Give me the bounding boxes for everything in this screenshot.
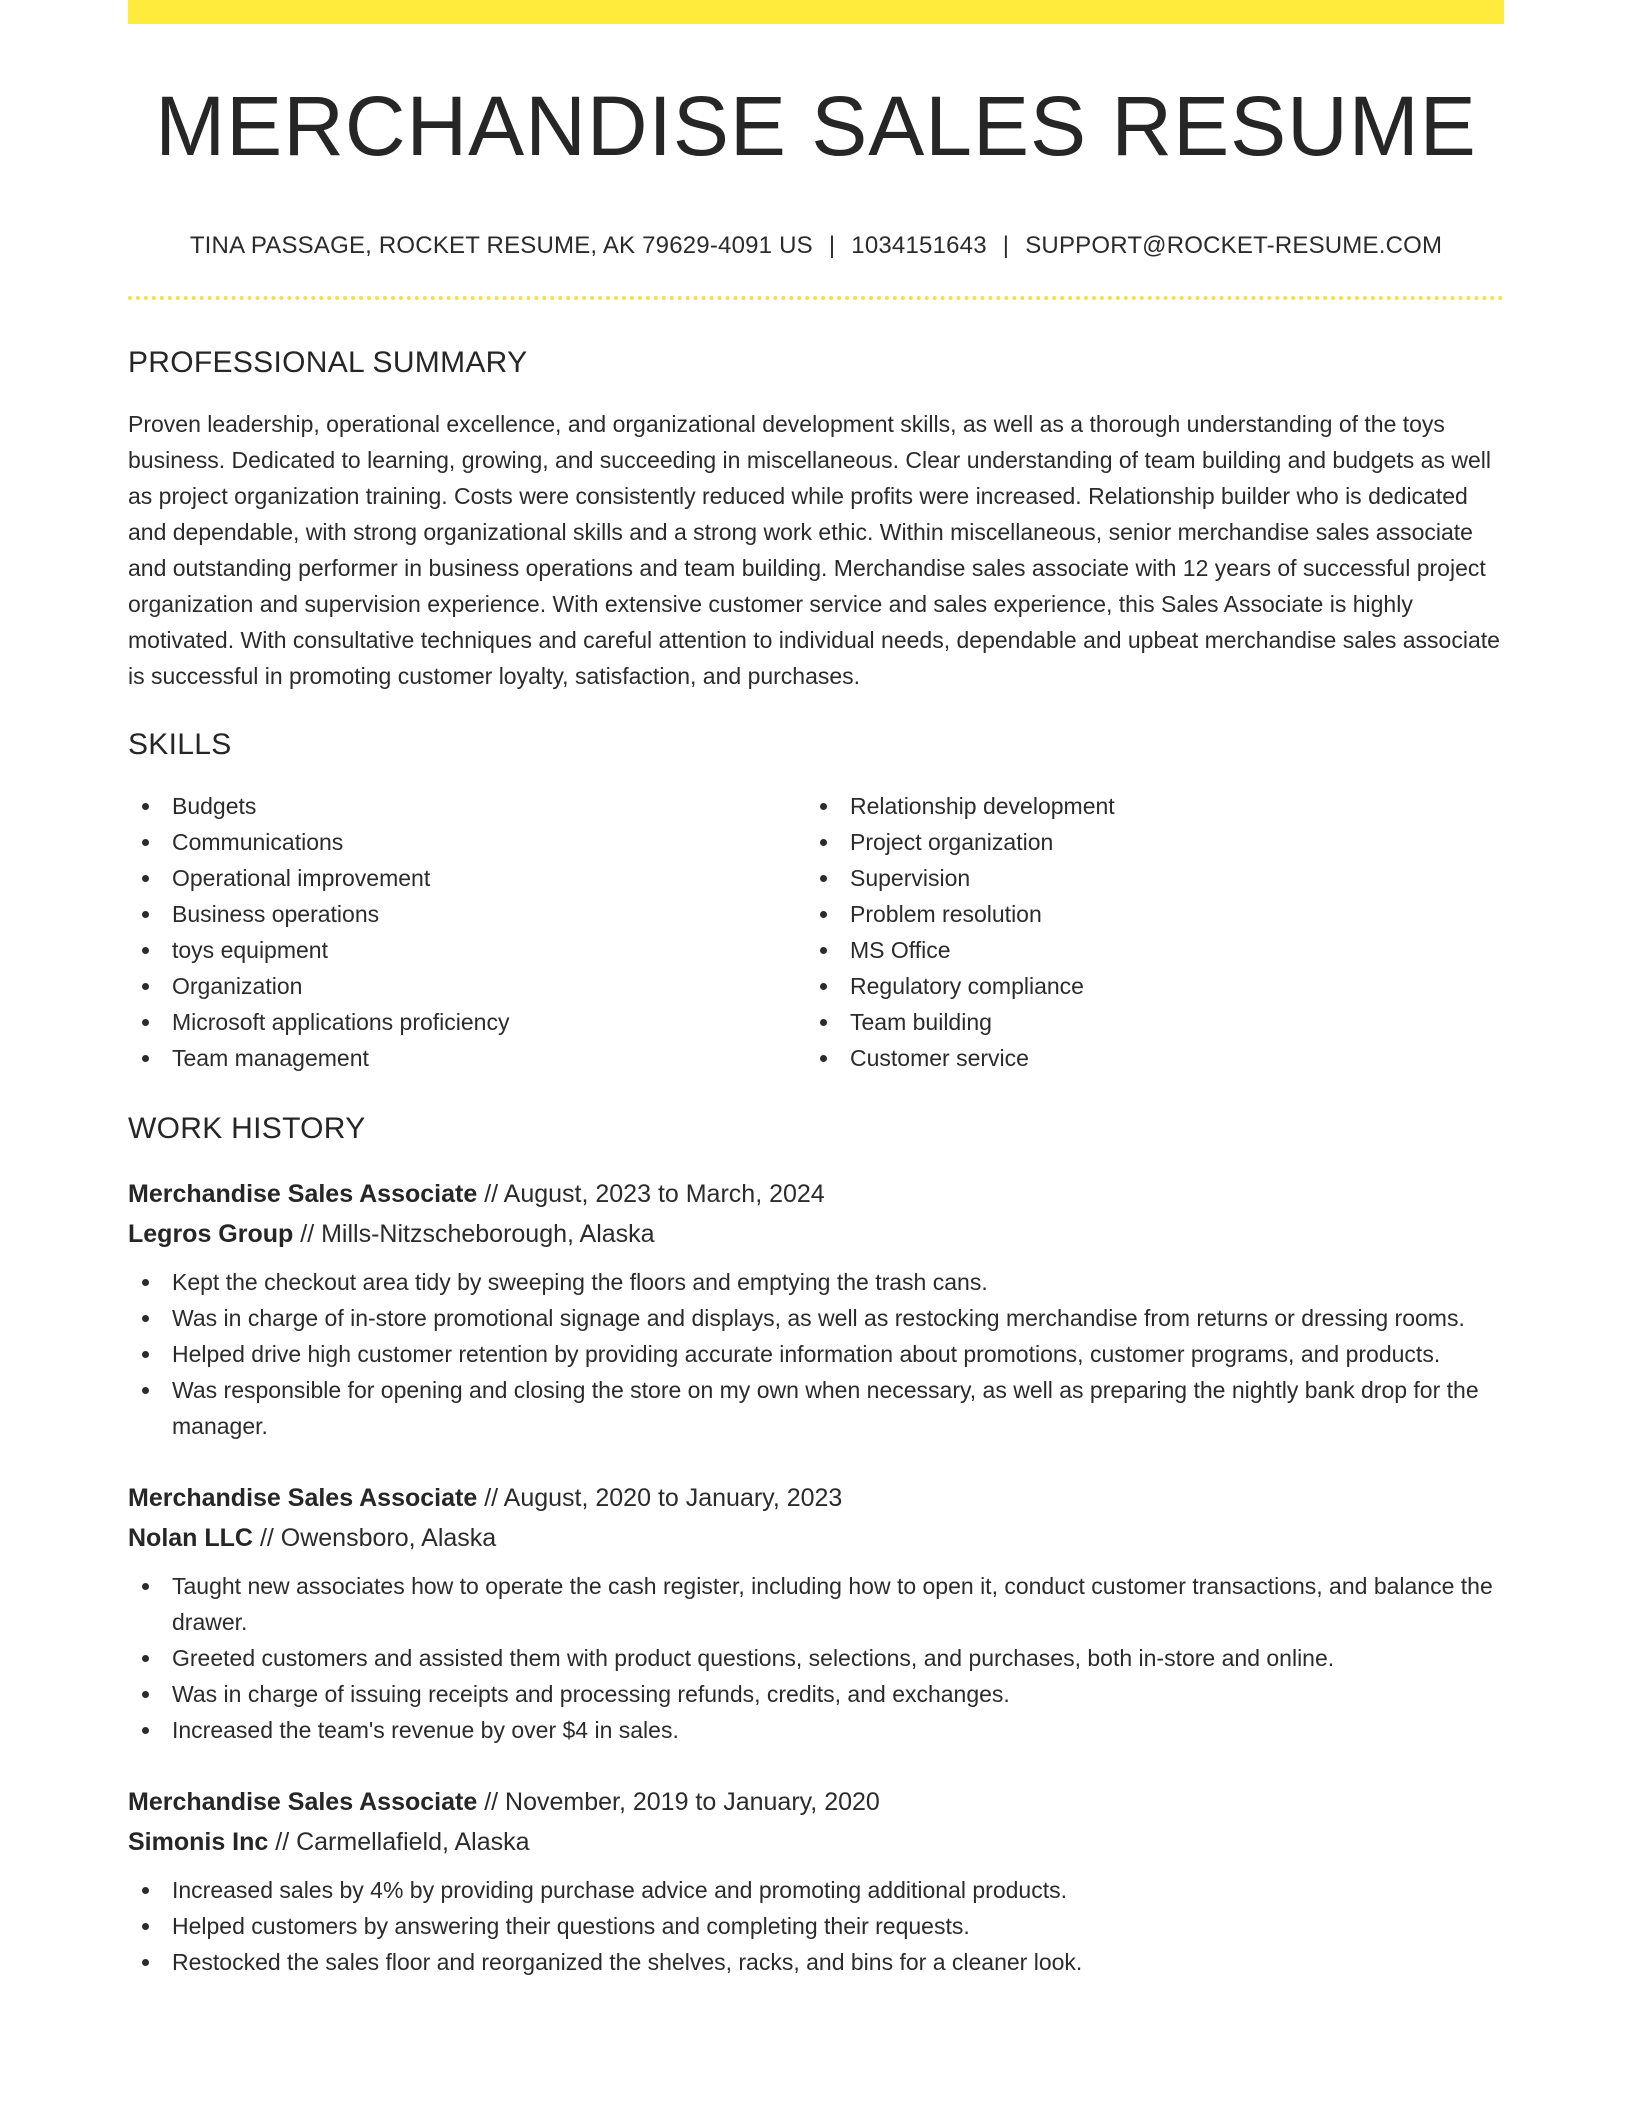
skills-heading: SKILLS bbox=[128, 728, 232, 761]
duty-item: Helped customers by answering their questions and completing their requests. bbox=[128, 1908, 1504, 1944]
job-duties bbox=[128, 1872, 1504, 1980]
skill-item: toys equipment bbox=[128, 932, 806, 968]
job-entry bbox=[128, 1478, 1504, 1748]
contact-email: SUPPORT@ROCKET-RESUME.COM bbox=[1025, 232, 1443, 259]
job-company: Legros Group bbox=[128, 1220, 294, 1248]
job-dates: // August, 2020 to January, 2023 bbox=[477, 1484, 843, 1512]
job-title: Merchandise Sales Associate bbox=[128, 1180, 478, 1208]
job-title-line bbox=[128, 1174, 1504, 1214]
duty-item: Was in charge of issuing receipts and processing refunds, credits, and exchanges. bbox=[128, 1676, 1504, 1712]
job-entry bbox=[128, 1174, 1504, 1444]
summary-text: Proven leadership, operational excellence, and organizational development skills, as well as a thorough understanding of the toys business. Dedicated to learning, growing, and succeeding in miscellaneous. Clear understanding of team building and budgets as well as project organization training. Costs were consistently reduced while profits were increased. Relationship builder who is dedicated and dependable, with strong organizational skills and a strong work ethic. Within miscellaneous, senior merchandise sales associate and outstanding performer in business operations and team building. Merchandise sales associate with 12 years of successful project organization and supervision experience. With extensive customer service and sales experience, this Sales Associate is highly motivated. With consultative techniques and careful attention to individual needs, dependable and upbeat merchandise sales associate is successful in promoting customer loyalty, satisfaction, and purchases. bbox=[128, 411, 1500, 689]
duty-item: Was in charge of in-store promotional signage and displays, as well as restocking merchandise from returns or dressing rooms. bbox=[128, 1300, 1504, 1336]
dotted-divider bbox=[128, 296, 1504, 300]
contact-line bbox=[128, 234, 1504, 258]
skill-item: Budgets bbox=[128, 788, 806, 824]
job-dates: // November, 2019 to January, 2020 bbox=[477, 1788, 880, 1816]
skill-item: Operational improvement bbox=[128, 860, 806, 896]
skill-item: Relationship development bbox=[806, 788, 1484, 824]
duty-item: Increased the team's revenue by over $4 in sales. bbox=[128, 1712, 1504, 1748]
job-location: // Carmellafield, Alaska bbox=[268, 1828, 530, 1856]
skills-column-right bbox=[806, 788, 1484, 1076]
job-title: Merchandise Sales Associate bbox=[128, 1484, 478, 1512]
skill-item: Customer service bbox=[806, 1040, 1484, 1076]
skill-item: Problem resolution bbox=[806, 896, 1484, 932]
skill-item: Organization bbox=[128, 968, 806, 1004]
resume-page bbox=[128, 0, 1504, 1980]
duty-item: Helped drive high customer retention by providing accurate information about promotions, customer programs, and products. bbox=[128, 1336, 1504, 1372]
skill-item: MS Office bbox=[806, 932, 1484, 968]
skill-item: Regulatory compliance bbox=[806, 968, 1484, 1004]
duty-item: Restocked the sales floor and reorganized the shelves, racks, and bins for a cleaner look. bbox=[128, 1944, 1504, 1980]
duty-item: Was responsible for opening and closing the store on my own when necessary, as well as preparing the nightly bank drop for the manager. bbox=[128, 1372, 1504, 1444]
resume-title: MERCHANDISE SALES RESUME bbox=[155, 79, 1477, 173]
summary-heading: PROFESSIONAL SUMMARY bbox=[128, 346, 528, 379]
job-dates: // August, 2023 to March, 2024 bbox=[477, 1180, 825, 1208]
job-company-line bbox=[128, 1214, 1504, 1254]
job-company: Nolan LLC bbox=[128, 1524, 253, 1552]
contact-separator: | bbox=[1002, 232, 1010, 259]
job-location: // Mills-Nitzscheborough, Alaska bbox=[293, 1220, 655, 1248]
job-duties bbox=[128, 1568, 1504, 1748]
skill-item: Communications bbox=[128, 824, 806, 860]
job-company: Simonis Inc bbox=[128, 1828, 269, 1856]
accent-bar bbox=[128, 0, 1504, 24]
skills-list bbox=[128, 788, 1504, 1076]
job-duties bbox=[128, 1264, 1504, 1444]
skill-item: Project organization bbox=[806, 824, 1484, 860]
job-title-line bbox=[128, 1782, 1504, 1822]
job-company-line bbox=[128, 1518, 1504, 1558]
skills-column-left bbox=[128, 788, 806, 1076]
job-entry bbox=[128, 1782, 1504, 1980]
contact-phone: 1034151643 bbox=[851, 232, 987, 259]
job-title-line bbox=[128, 1478, 1504, 1518]
duty-item: Kept the checkout area tidy by sweeping the floors and emptying the trash cans. bbox=[128, 1264, 1504, 1300]
contact-address: TINA PASSAGE, ROCKET RESUME, AK 79629-4091 US bbox=[189, 232, 813, 259]
job-company-line bbox=[128, 1822, 1504, 1862]
skill-item: Team management bbox=[128, 1040, 806, 1076]
contact-separator: | bbox=[828, 232, 836, 259]
duty-item: Increased sales by 4% by providing purchase advice and promoting additional products. bbox=[128, 1872, 1504, 1908]
skill-item: Business operations bbox=[128, 896, 806, 932]
duty-item: Greeted customers and assisted them with product questions, selections, and purchases, both in-store and online. bbox=[128, 1640, 1504, 1676]
skill-item: Microsoft applications proficiency bbox=[128, 1004, 806, 1040]
skill-item: Team building bbox=[806, 1004, 1484, 1040]
skill-item: Supervision bbox=[806, 860, 1484, 896]
job-title: Merchandise Sales Associate bbox=[128, 1788, 478, 1816]
job-location: // Owensboro, Alaska bbox=[253, 1524, 497, 1552]
duty-item: Taught new associates how to operate the cash register, including how to open it, conduct customer transactions, and balance the drawer. bbox=[128, 1568, 1504, 1640]
work-history-heading: WORK HISTORY bbox=[128, 1112, 366, 1145]
